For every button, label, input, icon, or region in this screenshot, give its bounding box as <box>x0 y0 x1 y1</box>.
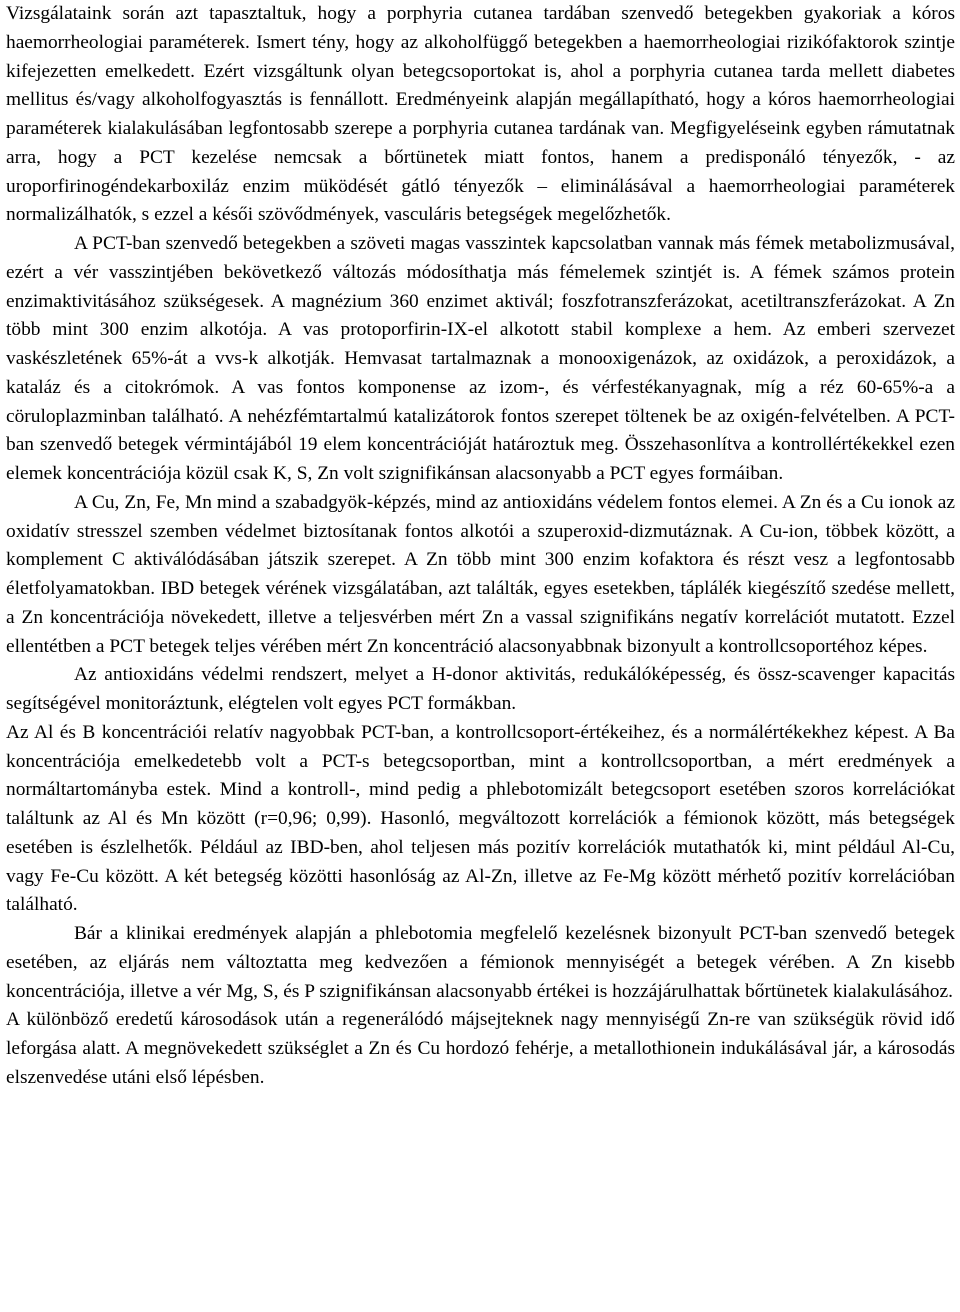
paragraph-7: A különböző eredetű károsodások után a regenerálódó májsejteknek nagy mennyiségű Zn-re van szükségük rövid idő leforgása alatt. A megnövekedett szükséglet a Zn és Cu hordozó fehérje, a metallothionein indukálásával jár, a károsodás elszenvedése utáni első lépésben. <box>6 1009 955 1088</box>
paragraph-6: Bár a klinikai eredmények alapján a phlebotomia megfelelő kezelésnek bizonyult PCT-ban szenvedő betegek esetében, az eljárás nem változtatta meg kedvezően a fémionok mennyiségét a betegek vérében. A Zn kisebb koncentrációja, illetve a vér Mg, S, és P szignifikánsan alacsonyabb értékei is hozzájárulhattak bőrtünetek kialakulásához. <box>6 923 955 1002</box>
paragraph-5: Az Al és B koncentrációi relatív nagyobbak PCT-ban, a kontrollcsoport-értékeihez, és a normálértékekhez képest. A Ba koncentrációja emelkedetebb volt a PCT-s betegcsoportban, mint a kontrollcsoportban, a mért eredmények a normáltartományba estek. Mind a kontroll-, mind pedig a phlebotomizált betegcsoport esetében szoros korrelációkat találtunk az Al és Mn között (r=0,96; 0,99). Hasonló, megváltozott korrelációk a fémionok között, más betegségek esetében is észlelhetők. Például az IBD-ben, ahol teljesen más pozitív korrelációk mutathatók ki, mint például Al-Cu, vagy Fe-Cu között. A két betegség közötti hasonlóság az Al-Zn, illetve az Fe-Mg között mérhető pozitív korrelációban található. <box>6 721 955 916</box>
paragraph-2: A PCT-ban szenvedő betegekben a szöveti magas vasszintek kapcsolatban vannak más fémek metabolizmusával, ezért a vér vasszintjében bekövetkező változás módosíthatja más fémelemek szintjét is. A fémek számos protein enzimaktivitásához szükségesek. A magnézium 360 enzimet aktivál; foszfotranszferázokat, acetiltranszferázokat. A Zn több mint 300 enzim alkotója. A vas protoporfirin-IX-el alkotott stabil komplexe a hem. Az emberi szervezet vaskészletének 65%-át a vvs-k alkotják. Hemvasat tartalmaznak a monooxigenázok, az oxidázok, a peroxidázok, a kataláz és a citokrómok. A vas fontos komponense az izom-, és vérfestékanyagnak, míg a réz 60-65%-a a cöruloplazminban található. A nehézfémtartalmú katalizátorok fontos szerepet töltenek be az oxigén-felvételben. A PCT-ban szenvedő betegek vérmintájából 19 elem koncentrációját határoztuk meg. Összehasonlítva a kontrollértékekkel ezen elemek koncentrációja közül csak K, S, Zn volt szignifikánsan alacsonyabb a PCT egyes formáiban. <box>6 233 955 484</box>
paragraph-3: A Cu, Zn, Fe, Mn mind a szabadgyök-képzés, mind az antioxidáns védelem fontos elemei. A Zn és a Cu ionok az oxidatív stresszel szemben védelmet biztosítanak fontos alkotói a szuperoxid-dizmutáznak. A Cu-ion, többek között, a komplement C aktiválódásában játszik szerepet. A Zn több mint 300 enzim kofaktora és részt vesz a legfontosabb életfolyamatokban. IBD betegek vérének vizsgálatában, azt találták, egyes esetekben, táplálék kiegészítő szedése mellett, a Zn koncentrációja növekedett, illetve a teljesvérben mért Zn a vassal szignifikáns negatív korrelációt mutatott. Ezzel ellentétben a PCT betegek teljes vérében mért Zn koncentráció alacsonyabbnak bizonyult a kontrollcsoportéhoz képes. <box>6 491 955 657</box>
paragraph-4: Az antioxidáns védelmi rendszert, melyet a H-donor aktivitás, redukálóképesség, és össz-scavenger kapacitás segítségével monitoráztunk, elégtelen volt egyes PCT formákban. <box>6 664 955 714</box>
paragraph-1: Vizsgálataink során azt tapasztaltuk, hogy a porphyria cutanea tardában szenvedő betegekben gyakoriak a kóros haemorrheologiai paraméterek. Ismert tény, hogy az alkoholfüggő betegekben a haemorrheologiai rizikófaktorok szintje kifejezetten emelkedett. Ezért vizsgáltunk olyan betegcsoportokat is, ahol a porphyria cutanea tarda mellett diabetes mellitus és/vagy alkoholfogyasztás is fennállott. Eredményeink alapján megállapítható, hogy a kóros haemorrheologiai paraméterek kialakulásában legfontosabb szerepe a porphyria cutanea tardának van. Megfigyeléseink egyben rámutatnak arra, hogy a PCT kezelése nemcsak a bőrtünetek miatt fontos, hanem a predisponáló tényezők, - az uroporfirinogéndekarboxiláz enzim müködését gátló tényezők – eliminálásával a haemorrheologiai paraméterek normalizálhatók, s ezzel a késői szövődmények, vasculáris betegségek megelőzhetők. <box>6 3 955 226</box>
